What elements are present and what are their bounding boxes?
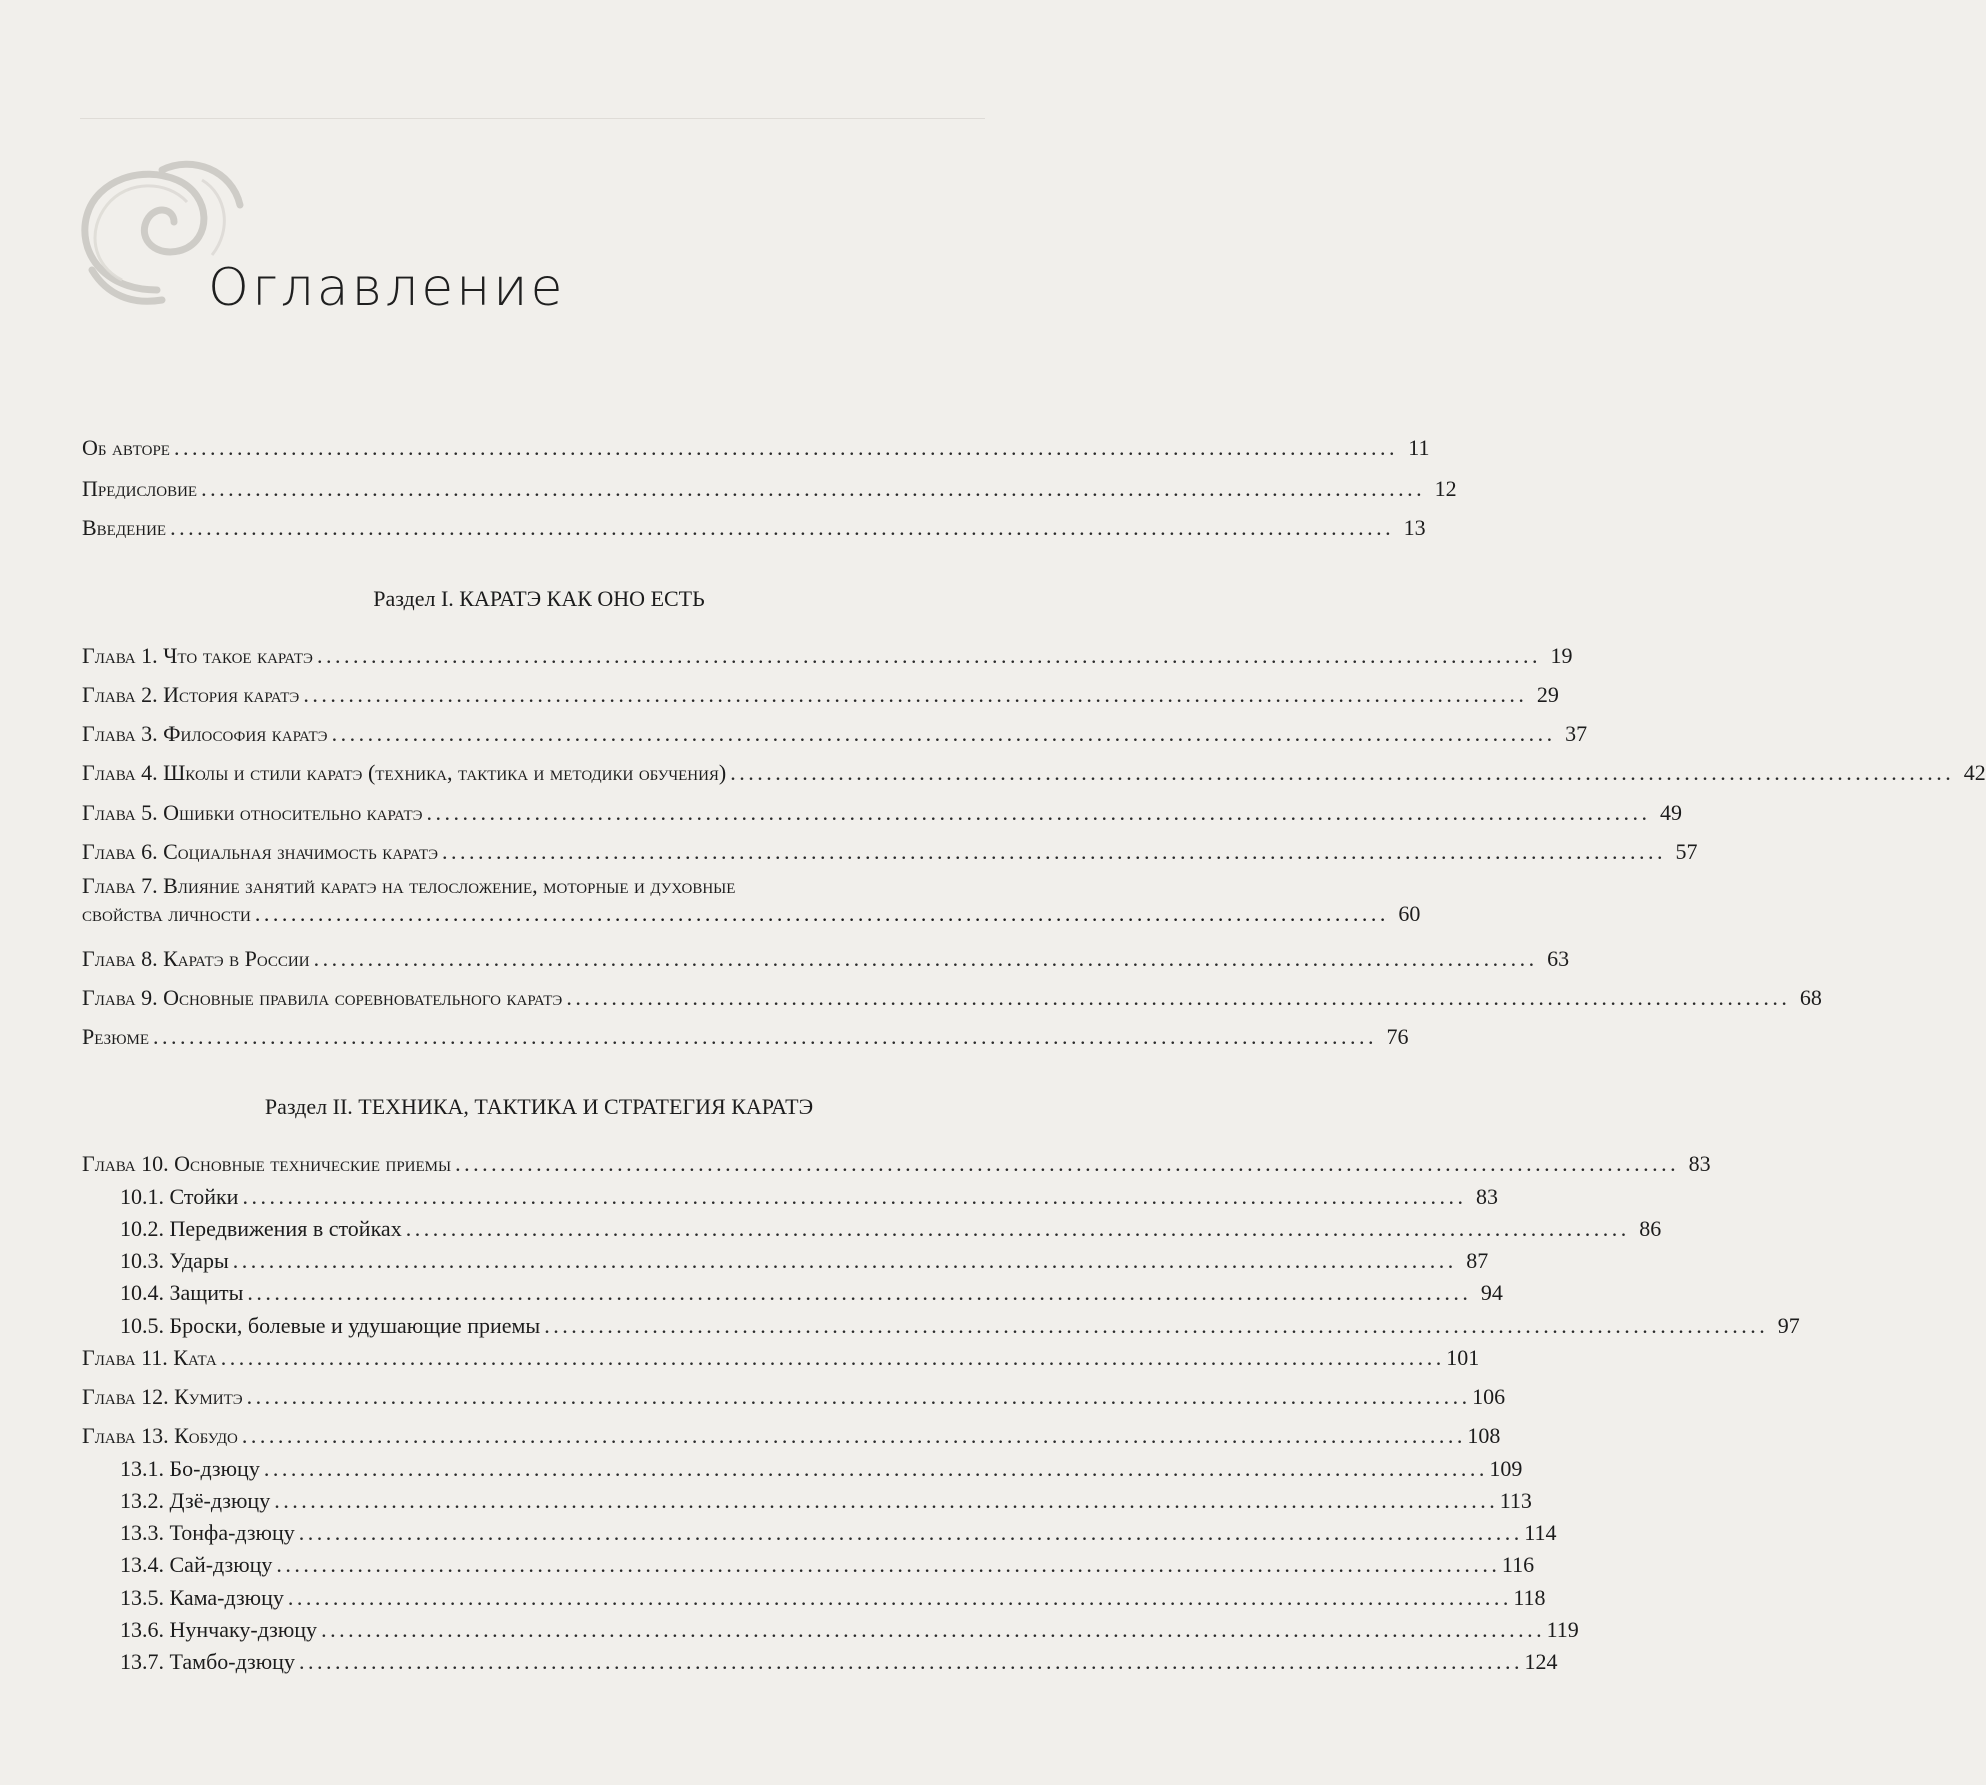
leader-dots bbox=[247, 1384, 1467, 1410]
section-heading: Раздел II. ТЕХНИКА, ТАКТИКА И СТРАТЕГИЯ КАРАТЭ bbox=[264, 1094, 814, 1119]
leader-dots bbox=[317, 643, 1537, 669]
section-heading: Раздел I. КАРАТЭ КАК ОНО ЕСТЬ bbox=[373, 586, 705, 611]
page-title: Оглавление bbox=[208, 258, 566, 318]
toc-entry-page: 86 bbox=[1639, 1216, 1662, 1241]
toc-entry-page: 97 bbox=[1777, 1313, 1800, 1338]
toc-subentry[interactable] bbox=[82, 1649, 1558, 1675]
toc-entry[interactable] bbox=[82, 1345, 1480, 1371]
leader-dots bbox=[442, 839, 1662, 865]
toc-entry-page: 124 bbox=[1524, 1649, 1558, 1674]
toc-entry-page: 101 bbox=[1446, 1345, 1480, 1370]
leader-dots bbox=[544, 1313, 1764, 1339]
toc-entry[interactable] bbox=[82, 721, 1588, 747]
toc-entry-page: 42 bbox=[1963, 760, 1986, 785]
toc-entry-label: 13.7. Тамбо-дзюцу bbox=[120, 1649, 295, 1674]
toc-entry[interactable] bbox=[82, 1384, 1506, 1410]
toc-entry-label: 13.6. Нунчаку-дзюцу bbox=[120, 1617, 318, 1642]
toc-entry-label: Глава 4. Школы и стили каратэ (техника, тактика и методики обучения) bbox=[82, 760, 727, 785]
toc-entry-label: 10.4. Защиты bbox=[120, 1280, 244, 1305]
toc-entry-page: 13 bbox=[1403, 515, 1426, 540]
toc-entry-label: Глава 8. Каратэ в России bbox=[82, 946, 310, 971]
toc-entry-label: Глава 1. Что такое каратэ bbox=[82, 643, 313, 668]
toc-entry-page: 83 bbox=[1475, 1184, 1498, 1209]
toc-subentry[interactable] bbox=[82, 1585, 1546, 1611]
leader-dots bbox=[174, 435, 1394, 461]
leader-dots bbox=[242, 1184, 1462, 1210]
toc-entry[interactable] bbox=[82, 872, 1421, 928]
leader-dots bbox=[288, 1585, 1508, 1611]
leader-dots bbox=[274, 1488, 1494, 1514]
toc-entry[interactable] bbox=[82, 800, 1683, 826]
toc-subentry[interactable] bbox=[82, 1488, 1532, 1514]
leader-dots bbox=[303, 682, 1523, 708]
toc-entry-label: Глава 11. Ката bbox=[82, 1345, 217, 1370]
bleed-through-header bbox=[80, 88, 985, 119]
toc-entry[interactable] bbox=[82, 682, 1559, 708]
toc-entry-label-line2: свойства личности bbox=[82, 901, 251, 926]
toc-entry-page: 37 bbox=[1565, 721, 1588, 746]
leader-dots bbox=[730, 760, 1950, 786]
toc-entry-page: 11 bbox=[1408, 435, 1430, 460]
toc-entry-page: 49 bbox=[1660, 800, 1683, 825]
toc-entry-label: Глава 13. Кобудо bbox=[82, 1423, 238, 1448]
toc-subentry[interactable] bbox=[82, 1520, 1557, 1546]
toc-subentry[interactable] bbox=[82, 1248, 1489, 1274]
toc-entry[interactable] bbox=[82, 1423, 1501, 1449]
toc-entry-label: Глава 3. Философия каратэ bbox=[82, 721, 328, 746]
leader-dots bbox=[321, 1617, 1541, 1643]
toc-entry[interactable] bbox=[82, 1024, 1409, 1050]
toc-entry-label: 13.4. Сай-дзюцу bbox=[120, 1552, 273, 1577]
toc-subentry[interactable] bbox=[82, 1456, 1523, 1482]
leader-dots bbox=[153, 1024, 1373, 1050]
toc-entry-page: 106 bbox=[1472, 1384, 1506, 1409]
toc-subentry[interactable] bbox=[82, 1184, 1498, 1210]
toc-subentry[interactable] bbox=[82, 1313, 1800, 1339]
toc-entry-label: Глава 2. История каратэ bbox=[82, 682, 300, 707]
toc-entry-label: Об авторе bbox=[82, 435, 170, 460]
leader-dots bbox=[299, 1520, 1519, 1546]
toc-entry[interactable] bbox=[82, 1151, 1711, 1177]
toc-entry-label: 13.1. Бо-дзюцу bbox=[120, 1456, 260, 1481]
leader-dots bbox=[233, 1248, 1453, 1274]
toc-entry-label: Глава 10. Основные технические приемы bbox=[82, 1151, 452, 1176]
toc-entry-page: 108 bbox=[1467, 1423, 1501, 1448]
toc-entry-label: 10.1. Стойки bbox=[120, 1184, 239, 1209]
leader-dots bbox=[221, 1345, 1441, 1371]
toc-entry-label: Глава 5. Ошибки относительно каратэ bbox=[82, 800, 423, 825]
toc-entry-page: 83 bbox=[1688, 1151, 1711, 1176]
leader-dots bbox=[566, 985, 1786, 1011]
toc-subentry[interactable] bbox=[82, 1552, 1535, 1578]
toc-entry-page: 109 bbox=[1489, 1456, 1523, 1481]
toc-entry-label: 10.2. Передвижения в стойках bbox=[120, 1216, 402, 1241]
toc-entry-page: 12 bbox=[1434, 476, 1457, 501]
toc-entry-label-line1: Глава 7. Влияние занятий каратэ на телосложение, моторные и духовные bbox=[82, 873, 736, 898]
toc-entry[interactable] bbox=[82, 476, 1457, 502]
toc-entry-page: 94 bbox=[1480, 1280, 1503, 1305]
toc-entry-page: 116 bbox=[1501, 1552, 1535, 1577]
leader-dots bbox=[201, 476, 1421, 502]
toc-entry[interactable] bbox=[82, 435, 1430, 461]
leader-dots bbox=[427, 800, 1647, 826]
toc-entry-page: 29 bbox=[1536, 682, 1559, 707]
leader-dots bbox=[314, 946, 1534, 972]
leader-dots bbox=[242, 1423, 1462, 1449]
toc-entry-label: Резюме bbox=[82, 1024, 150, 1049]
leader-dots: . . . . . . . . . . . . . . . . . . . . . . . . . . . . . . . . . . . . . . . . . . . . . . . . . . . . . . . . . . . . . . . . . . . . . . . . . . . . . . . . . . . . . . . . . . . . . . . . . . . . . . . . . . . . . . . . . . . . . . . . . . . . . . bbox=[254, 901, 1385, 926]
toc-entry[interactable] bbox=[82, 643, 1573, 669]
toc-entry-label: 13.2. Дзё-дзюцу bbox=[120, 1488, 271, 1513]
toc-subentry[interactable] bbox=[82, 1280, 1503, 1306]
toc-subentry[interactable] bbox=[82, 1216, 1662, 1242]
toc-entry[interactable] bbox=[82, 760, 1986, 786]
toc-entry-page: 114 bbox=[1524, 1520, 1557, 1545]
toc-entry-page: 76 bbox=[1386, 1024, 1409, 1049]
toc-entry-page: 87 bbox=[1466, 1248, 1489, 1273]
toc-entry-page: 118 bbox=[1513, 1585, 1546, 1610]
leader-dots bbox=[276, 1552, 1496, 1578]
toc-entry-label: 10.5. Броски, болевые и удушающие приемы bbox=[120, 1313, 541, 1338]
toc-entry-page: 60 bbox=[1398, 901, 1421, 926]
toc-entry[interactable] bbox=[82, 946, 1570, 972]
leader-dots bbox=[406, 1216, 1626, 1242]
toc-entry-label: Введение bbox=[82, 515, 167, 540]
toc-entry[interactable] bbox=[82, 985, 1822, 1011]
toc-entry-label: 10.3. Удары bbox=[120, 1248, 229, 1273]
toc-entry-label: Глава 6. Социальная значимость каратэ bbox=[82, 839, 439, 864]
toc-entry[interactable] bbox=[82, 515, 1426, 541]
toc-entry-page: 57 bbox=[1675, 839, 1698, 864]
toc-entry-label: 13.3. Тонфа-дзюцу bbox=[120, 1520, 295, 1545]
toc-entry-page: 119 bbox=[1546, 1617, 1579, 1642]
toc-entry-label: Глава 12. Кумитэ bbox=[82, 1384, 243, 1409]
leader-dots bbox=[170, 515, 1390, 541]
leader-dots bbox=[264, 1456, 1484, 1482]
toc-subentry[interactable] bbox=[82, 1617, 1579, 1643]
toc-entry-label: Глава 9. Основные правила соревновательного каратэ bbox=[82, 985, 563, 1010]
leader-dots bbox=[332, 721, 1552, 747]
leader-dots bbox=[299, 1649, 1519, 1675]
toc-entry-page: 113 bbox=[1499, 1488, 1532, 1513]
toc-entry-label: 13.5. Кама-дзюцу bbox=[120, 1585, 284, 1610]
toc-entry-page: 19 bbox=[1550, 643, 1573, 668]
toc-entry-page: 63 bbox=[1547, 946, 1570, 971]
toc-entry-page: 68 bbox=[1799, 985, 1822, 1010]
leader-dots bbox=[455, 1151, 1675, 1177]
leader-dots bbox=[247, 1280, 1467, 1306]
toc-entry-label: Предисловие bbox=[82, 476, 198, 501]
toc-entry[interactable] bbox=[82, 839, 1698, 865]
